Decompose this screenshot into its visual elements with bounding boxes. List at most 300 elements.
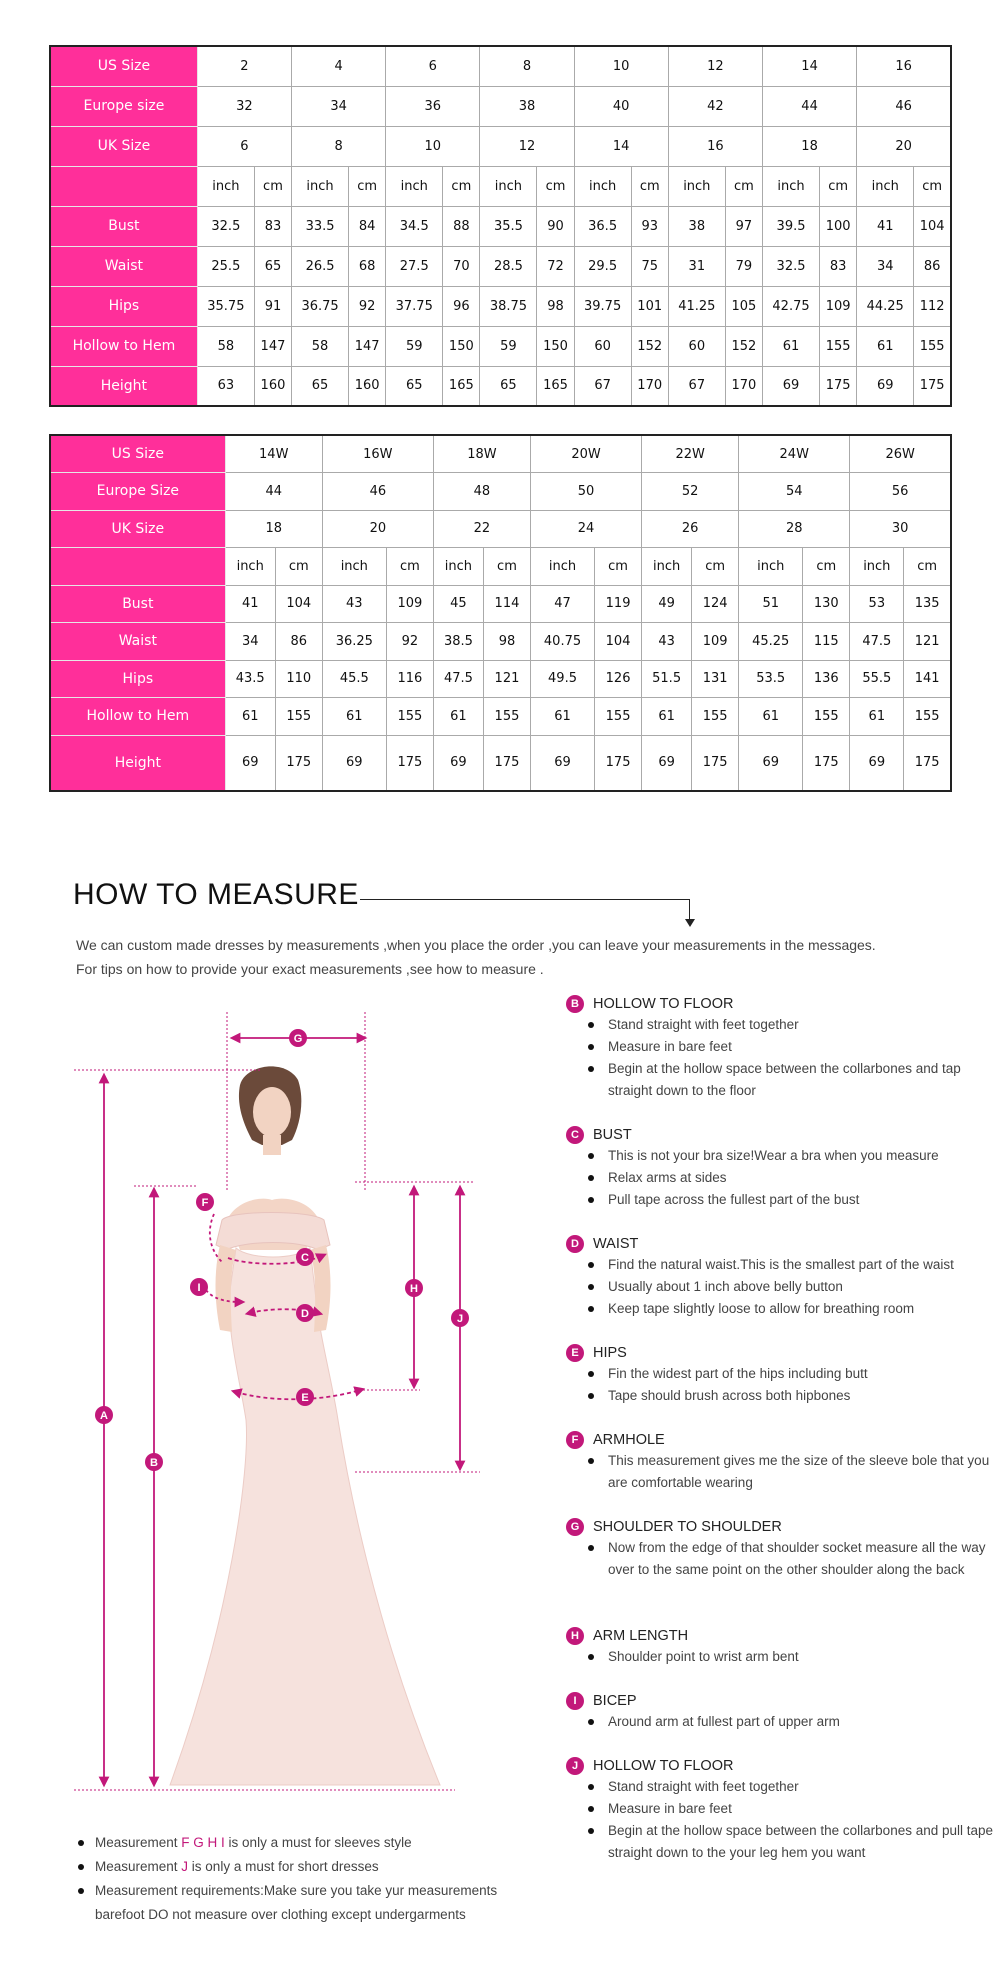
table-cell: 14W bbox=[225, 435, 322, 473]
table-cell: 112 bbox=[914, 286, 951, 326]
table-cell: 10 bbox=[386, 126, 480, 166]
table-cell: 116 bbox=[386, 660, 433, 698]
section-hips bbox=[566, 1343, 996, 1407]
row-label-europe-size: Europe Size bbox=[50, 473, 225, 511]
table-cell: cm bbox=[904, 548, 951, 586]
table-row bbox=[50, 510, 951, 548]
list-item: Measure in bare feet bbox=[566, 1036, 996, 1058]
table-cell: 39.5 bbox=[762, 206, 819, 246]
list-item: Begin at the hollow space between the collarbones and tap straight down to the floor bbox=[566, 1058, 996, 1102]
list-item: Pull tape across the fullest part of the bust bbox=[566, 1189, 996, 1211]
table-row bbox=[50, 46, 951, 86]
table-cell: 32.5 bbox=[762, 246, 819, 286]
table-cell: 8 bbox=[292, 126, 386, 166]
table-cell: 109 bbox=[692, 623, 739, 661]
table-cell: 39.75 bbox=[574, 286, 631, 326]
table-cell: 42.75 bbox=[762, 286, 819, 326]
table-cell: 61 bbox=[857, 326, 914, 366]
marker-a-letter: A bbox=[100, 1410, 108, 1422]
note-highlight: F G H I bbox=[181, 1835, 225, 1850]
table-cell: 69 bbox=[850, 735, 904, 791]
table-cell: 98 bbox=[483, 623, 530, 661]
table-cell: 54 bbox=[739, 473, 850, 511]
letter-d-badge: D bbox=[566, 1235, 584, 1253]
table-cell: 91 bbox=[254, 286, 291, 326]
marker-e-letter: E bbox=[301, 1392, 309, 1404]
table-cell: cm bbox=[386, 548, 433, 586]
list-item: Measure in bare feet bbox=[566, 1798, 996, 1820]
table-cell: 18W bbox=[433, 435, 530, 473]
table-cell: 38 bbox=[668, 206, 725, 246]
marker-c bbox=[296, 1248, 314, 1266]
section-title: WAIST bbox=[593, 1236, 639, 1252]
table-cell: 152 bbox=[631, 326, 668, 366]
marker-f bbox=[196, 1193, 214, 1211]
table-cell: 18 bbox=[225, 510, 322, 548]
section-title: HIPS bbox=[593, 1345, 627, 1361]
table-cell: 38.5 bbox=[433, 623, 483, 661]
row-label-us-size: US Size bbox=[50, 46, 197, 86]
section-title: HOLLOW TO FLOOR bbox=[593, 1758, 734, 1774]
table-cell: cm bbox=[820, 166, 857, 206]
table-cell: 155 bbox=[386, 698, 433, 736]
table-cell: 38 bbox=[480, 86, 574, 126]
note-text: Measurement requirements:Make sure you take yur measurements barefoot DO not measure over clothing except undergarments bbox=[95, 1883, 498, 1922]
section-title: HOLLOW TO FLOOR bbox=[593, 996, 734, 1012]
table-cell: 175 bbox=[820, 366, 857, 406]
table-cell: 69 bbox=[433, 735, 483, 791]
table-cell: 45.5 bbox=[322, 660, 386, 698]
table-cell: 121 bbox=[904, 623, 951, 661]
table-cell: 41 bbox=[857, 206, 914, 246]
table-row bbox=[50, 548, 951, 586]
table-row bbox=[50, 585, 951, 623]
table-cell: 32.5 bbox=[197, 206, 254, 246]
table-cell: 4 bbox=[292, 46, 386, 86]
table-cell: 175 bbox=[275, 735, 322, 791]
note-text: Measurement bbox=[95, 1835, 182, 1850]
note-highlight: J bbox=[181, 1859, 189, 1874]
row-label-bust: Bust bbox=[50, 206, 197, 246]
table-cell: 160 bbox=[254, 366, 291, 406]
row-label-hips: Hips bbox=[50, 660, 225, 698]
table-cell: 35.75 bbox=[197, 286, 254, 326]
table-cell: cm bbox=[537, 166, 574, 206]
size-chart-regular bbox=[49, 45, 952, 407]
table-cell: 37.75 bbox=[386, 286, 443, 326]
table-cell: 75 bbox=[631, 246, 668, 286]
row-label-hollow-to-hem: Hollow to Hem bbox=[50, 698, 225, 736]
list-item: This measurement gives me the size of the sleeve bole that you are comfortable wearing bbox=[566, 1450, 996, 1494]
table-cell: inch bbox=[762, 166, 819, 206]
row-label-unit bbox=[50, 548, 225, 586]
table-cell: inch bbox=[225, 548, 275, 586]
table-cell: 24 bbox=[530, 510, 641, 548]
note-text: is only a must for sleeves style bbox=[224, 1835, 412, 1850]
list-item: Stand straight with feet together bbox=[566, 1776, 996, 1798]
section-title: BUST bbox=[593, 1127, 632, 1143]
table-cell: 160 bbox=[349, 366, 386, 406]
table-cell: 61 bbox=[530, 698, 594, 736]
table-cell: cm bbox=[595, 548, 642, 586]
list-item: Relax arms at sides bbox=[566, 1167, 996, 1189]
table-row bbox=[50, 435, 951, 473]
table-cell: 16 bbox=[857, 46, 951, 86]
table-cell: 34 bbox=[857, 246, 914, 286]
table-cell: cm bbox=[483, 548, 530, 586]
table-cell: inch bbox=[480, 166, 537, 206]
letter-g-badge: G bbox=[566, 1518, 584, 1536]
section-shoulder-to-shoulder bbox=[566, 1517, 996, 1581]
letter-j-badge: J bbox=[566, 1757, 584, 1775]
measurement-notes bbox=[76, 1831, 546, 1927]
list-item: Stand straight with feet together bbox=[566, 1014, 996, 1036]
table-cell: 104 bbox=[595, 623, 642, 661]
table-cell: 61 bbox=[433, 698, 483, 736]
table-cell: 83 bbox=[820, 246, 857, 286]
table-row bbox=[50, 246, 951, 286]
table-cell: 43.5 bbox=[225, 660, 275, 698]
table-cell: 67 bbox=[574, 366, 631, 406]
table-cell: 61 bbox=[642, 698, 692, 736]
model-illustration bbox=[170, 1066, 440, 1785]
row-label-uk-size: UK Size bbox=[50, 510, 225, 548]
table-cell: 60 bbox=[574, 326, 631, 366]
note-text: Measurement bbox=[95, 1859, 182, 1874]
table-cell: 119 bbox=[595, 585, 642, 623]
table-cell: 55.5 bbox=[850, 660, 904, 698]
table-cell: cm bbox=[803, 548, 850, 586]
table-cell: inch bbox=[739, 548, 803, 586]
table-row bbox=[50, 166, 951, 206]
table-cell: 131 bbox=[692, 660, 739, 698]
table-cell: 92 bbox=[386, 623, 433, 661]
table-cell: 155 bbox=[914, 326, 951, 366]
table-cell: 110 bbox=[275, 660, 322, 698]
table-cell: 33.5 bbox=[292, 206, 349, 246]
table-cell: 16W bbox=[322, 435, 433, 473]
table-cell: 52 bbox=[642, 473, 739, 511]
table-cell: 86 bbox=[914, 246, 951, 286]
table-cell: 20W bbox=[530, 435, 641, 473]
table-row bbox=[50, 473, 951, 511]
table-cell: 35.5 bbox=[480, 206, 537, 246]
table-cell: 83 bbox=[254, 206, 291, 246]
section-arm-length bbox=[566, 1626, 996, 1668]
table-cell: inch bbox=[433, 548, 483, 586]
table-cell: 98 bbox=[537, 286, 574, 326]
table-cell: 20 bbox=[857, 126, 951, 166]
table-cell: 40 bbox=[574, 86, 668, 126]
marker-e bbox=[296, 1388, 314, 1406]
title-rule bbox=[360, 899, 690, 900]
table-cell: 86 bbox=[275, 623, 322, 661]
table-cell: inch bbox=[386, 166, 443, 206]
table-cell: 59 bbox=[480, 326, 537, 366]
table-cell: 147 bbox=[349, 326, 386, 366]
table-cell: 175 bbox=[386, 735, 433, 791]
table-cell: 28.5 bbox=[480, 246, 537, 286]
table-cell: 36.75 bbox=[292, 286, 349, 326]
marker-g-letter: G bbox=[293, 1033, 303, 1045]
list-item: Around arm at fullest part of upper arm bbox=[566, 1711, 996, 1733]
letter-h-badge: H bbox=[566, 1627, 584, 1645]
letter-i-badge: I bbox=[566, 1692, 584, 1710]
table-cell: 152 bbox=[725, 326, 762, 366]
table-cell: 12 bbox=[668, 46, 762, 86]
table-cell: 49 bbox=[642, 585, 692, 623]
table-cell: 59 bbox=[386, 326, 443, 366]
table-cell: 50 bbox=[530, 473, 641, 511]
marker-i-letter: I bbox=[197, 1282, 201, 1294]
table-cell: 65 bbox=[254, 246, 291, 286]
table-cell: 90 bbox=[537, 206, 574, 246]
table-cell: 43 bbox=[642, 623, 692, 661]
table-cell: 69 bbox=[530, 735, 594, 791]
table-cell: 41.25 bbox=[668, 286, 725, 326]
table-cell: 30 bbox=[850, 510, 951, 548]
table-cell: 175 bbox=[692, 735, 739, 791]
table-cell: 51 bbox=[739, 585, 803, 623]
table-cell: 41 bbox=[225, 585, 275, 623]
table-cell: 36.25 bbox=[322, 623, 386, 661]
table-cell: 48 bbox=[433, 473, 530, 511]
letter-b-badge: B bbox=[566, 995, 584, 1013]
table-cell: 8 bbox=[480, 46, 574, 86]
list-item: Tape should brush across both hipbones bbox=[566, 1385, 996, 1407]
table-cell: 126 bbox=[595, 660, 642, 698]
table-cell: 69 bbox=[739, 735, 803, 791]
table-cell: 28 bbox=[739, 510, 850, 548]
table-cell: 36.5 bbox=[574, 206, 631, 246]
list-item: Keep tape slightly loose to allow for breathing room bbox=[566, 1298, 996, 1320]
marker-h-letter: H bbox=[410, 1283, 418, 1295]
table-cell: 114 bbox=[483, 585, 530, 623]
table-cell: 147 bbox=[254, 326, 291, 366]
table-cell: 67 bbox=[668, 366, 725, 406]
table-cell: 70 bbox=[443, 246, 480, 286]
table-cell: inch bbox=[292, 166, 349, 206]
arrow-down-icon bbox=[685, 919, 695, 927]
table-cell: 63 bbox=[197, 366, 254, 406]
table-cell: 34 bbox=[292, 86, 386, 126]
table-cell: 6 bbox=[386, 46, 480, 86]
row-label-europe-size: Europe size bbox=[50, 86, 197, 126]
table-cell: 36 bbox=[386, 86, 480, 126]
table-cell: 155 bbox=[595, 698, 642, 736]
table-cell: 65 bbox=[480, 366, 537, 406]
table-cell: 175 bbox=[914, 366, 951, 406]
table-cell: 96 bbox=[443, 286, 480, 326]
table-cell: 65 bbox=[386, 366, 443, 406]
letter-f-badge: F bbox=[566, 1431, 584, 1449]
table-cell: 69 bbox=[642, 735, 692, 791]
table-cell: inch bbox=[197, 166, 254, 206]
note-item bbox=[76, 1831, 546, 1855]
table-cell: inch bbox=[850, 548, 904, 586]
table-cell: 175 bbox=[904, 735, 951, 791]
row-label-hips: Hips bbox=[50, 286, 197, 326]
table-cell: 45 bbox=[433, 585, 483, 623]
row-label-height: Height bbox=[50, 366, 197, 406]
table-cell: 109 bbox=[386, 585, 433, 623]
table-cell: 18 bbox=[762, 126, 856, 166]
table-cell: 58 bbox=[197, 326, 254, 366]
table-cell: 61 bbox=[739, 698, 803, 736]
table-cell: inch bbox=[857, 166, 914, 206]
list-item: Shoulder point to wrist arm bent bbox=[566, 1646, 996, 1668]
marker-h bbox=[405, 1279, 423, 1297]
table-cell: 109 bbox=[820, 286, 857, 326]
table-cell: 45.25 bbox=[739, 623, 803, 661]
table-cell: 26W bbox=[850, 435, 951, 473]
table-cell: cm bbox=[275, 548, 322, 586]
table-cell: 56 bbox=[850, 473, 951, 511]
section-hollow-to-floor bbox=[566, 994, 996, 1102]
table-cell: 49.5 bbox=[530, 660, 594, 698]
table-cell: cm bbox=[914, 166, 951, 206]
row-label-uk-size: UK Size bbox=[50, 126, 197, 166]
note-text: is only a must for short dresses bbox=[188, 1859, 379, 1874]
table-cell: 175 bbox=[803, 735, 850, 791]
table-row bbox=[50, 735, 951, 791]
table-cell: 61 bbox=[322, 698, 386, 736]
table-cell: 26 bbox=[642, 510, 739, 548]
table-row bbox=[50, 366, 951, 406]
section-title: BICEP bbox=[593, 1693, 637, 1709]
table-cell: 47.5 bbox=[850, 623, 904, 661]
table-cell: 44 bbox=[762, 86, 856, 126]
table-cell: 165 bbox=[537, 366, 574, 406]
table-cell: 124 bbox=[692, 585, 739, 623]
table-cell: 47 bbox=[530, 585, 594, 623]
marker-f-letter: F bbox=[201, 1197, 209, 1209]
table-cell: 155 bbox=[803, 698, 850, 736]
table-cell: 14 bbox=[762, 46, 856, 86]
table-row bbox=[50, 206, 951, 246]
table-cell: 136 bbox=[803, 660, 850, 698]
list-item: Now from the edge of that shoulder socket measure all the way over to the same point on the other shoulder along the back bbox=[566, 1537, 996, 1581]
row-label-bust: Bust bbox=[50, 585, 225, 623]
row-label-waist: Waist bbox=[50, 623, 225, 661]
table-cell: 44 bbox=[225, 473, 322, 511]
table-cell: cm bbox=[631, 166, 668, 206]
table-cell: 61 bbox=[762, 326, 819, 366]
letter-e-badge: E bbox=[566, 1344, 584, 1362]
table-row bbox=[50, 126, 951, 166]
table-cell: 115 bbox=[803, 623, 850, 661]
table-row bbox=[50, 86, 951, 126]
table-cell: 44.25 bbox=[857, 286, 914, 326]
table-row bbox=[50, 660, 951, 698]
table-cell: 2 bbox=[197, 46, 291, 86]
row-label-us-size: US Size bbox=[50, 435, 225, 473]
table-cell: 93 bbox=[631, 206, 668, 246]
table-cell: inch bbox=[530, 548, 594, 586]
section-hollow-to-hem bbox=[566, 1756, 996, 1864]
note-item bbox=[76, 1879, 546, 1927]
table-cell: 47.5 bbox=[433, 660, 483, 698]
table-cell: 104 bbox=[914, 206, 951, 246]
table-cell: 69 bbox=[322, 735, 386, 791]
marker-b bbox=[145, 1453, 163, 1471]
intro-line-1: We can custom made dresses by measurements ,when you place the order ,you can leave your measurements in the messages. bbox=[76, 937, 876, 953]
table-cell: 68 bbox=[349, 246, 386, 286]
list-item: This is not your bra size!Wear a bra when you measure bbox=[566, 1145, 996, 1167]
letter-c-badge: C bbox=[566, 1126, 584, 1144]
table-cell: inch bbox=[642, 548, 692, 586]
table-cell: 100 bbox=[820, 206, 857, 246]
marker-a bbox=[95, 1406, 113, 1424]
table-cell: 150 bbox=[443, 326, 480, 366]
marker-d-letter: D bbox=[301, 1308, 309, 1320]
table-cell: 40.75 bbox=[530, 623, 594, 661]
table-cell: 101 bbox=[631, 286, 668, 326]
table-cell: 155 bbox=[904, 698, 951, 736]
measurement-figure bbox=[0, 1000, 560, 1800]
table-row bbox=[50, 623, 951, 661]
list-item: Begin at the hollow space between the collarbones and pull tape straight down to the your leg hem you want bbox=[566, 1820, 996, 1864]
table-cell: 155 bbox=[820, 326, 857, 366]
table-cell: 175 bbox=[595, 735, 642, 791]
table-cell: inch bbox=[668, 166, 725, 206]
section-waist bbox=[566, 1234, 996, 1320]
table-cell: 155 bbox=[483, 698, 530, 736]
section-bicep bbox=[566, 1691, 996, 1733]
section-armhole bbox=[566, 1430, 996, 1494]
list-item: Find the natural waist.This is the smallest part of the waist bbox=[566, 1254, 996, 1276]
table-cell: 46 bbox=[857, 86, 951, 126]
table-cell: 22 bbox=[433, 510, 530, 548]
table-cell: 155 bbox=[275, 698, 322, 736]
section-title: ARM LENGTH bbox=[593, 1628, 689, 1644]
table-cell: cm bbox=[692, 548, 739, 586]
table-cell: 61 bbox=[850, 698, 904, 736]
table-cell: 141 bbox=[904, 660, 951, 698]
table-cell: 12 bbox=[480, 126, 574, 166]
table-cell: 72 bbox=[537, 246, 574, 286]
table-cell: 53 bbox=[850, 585, 904, 623]
table-cell: 170 bbox=[725, 366, 762, 406]
table-cell: 69 bbox=[762, 366, 819, 406]
table-cell: 79 bbox=[725, 246, 762, 286]
table-cell: 6 bbox=[197, 126, 291, 166]
table-row bbox=[50, 326, 951, 366]
table-cell: 88 bbox=[443, 206, 480, 246]
section-title: SHOULDER TO SHOULDER bbox=[593, 1519, 782, 1535]
table-cell: 165 bbox=[443, 366, 480, 406]
section-bust bbox=[566, 1125, 996, 1211]
table-cell: 121 bbox=[483, 660, 530, 698]
table-cell: 27.5 bbox=[386, 246, 443, 286]
table-cell: 69 bbox=[225, 735, 275, 791]
table-cell: 170 bbox=[631, 366, 668, 406]
marker-b-letter: B bbox=[150, 1457, 158, 1469]
table-cell: 10 bbox=[574, 46, 668, 86]
table-cell: 46 bbox=[322, 473, 433, 511]
table-cell: cm bbox=[349, 166, 386, 206]
list-item: Fin the widest part of the hips including butt bbox=[566, 1363, 996, 1385]
table-cell: 14 bbox=[574, 126, 668, 166]
marker-g bbox=[289, 1029, 307, 1047]
table-cell: inch bbox=[574, 166, 631, 206]
row-label-hollow-to-hem: Hollow to Hem bbox=[50, 326, 197, 366]
marker-i bbox=[190, 1278, 208, 1296]
row-label-unit bbox=[50, 166, 197, 206]
table-cell: cm bbox=[725, 166, 762, 206]
size-chart-plus bbox=[49, 434, 952, 792]
marker-j-letter: J bbox=[456, 1313, 464, 1325]
